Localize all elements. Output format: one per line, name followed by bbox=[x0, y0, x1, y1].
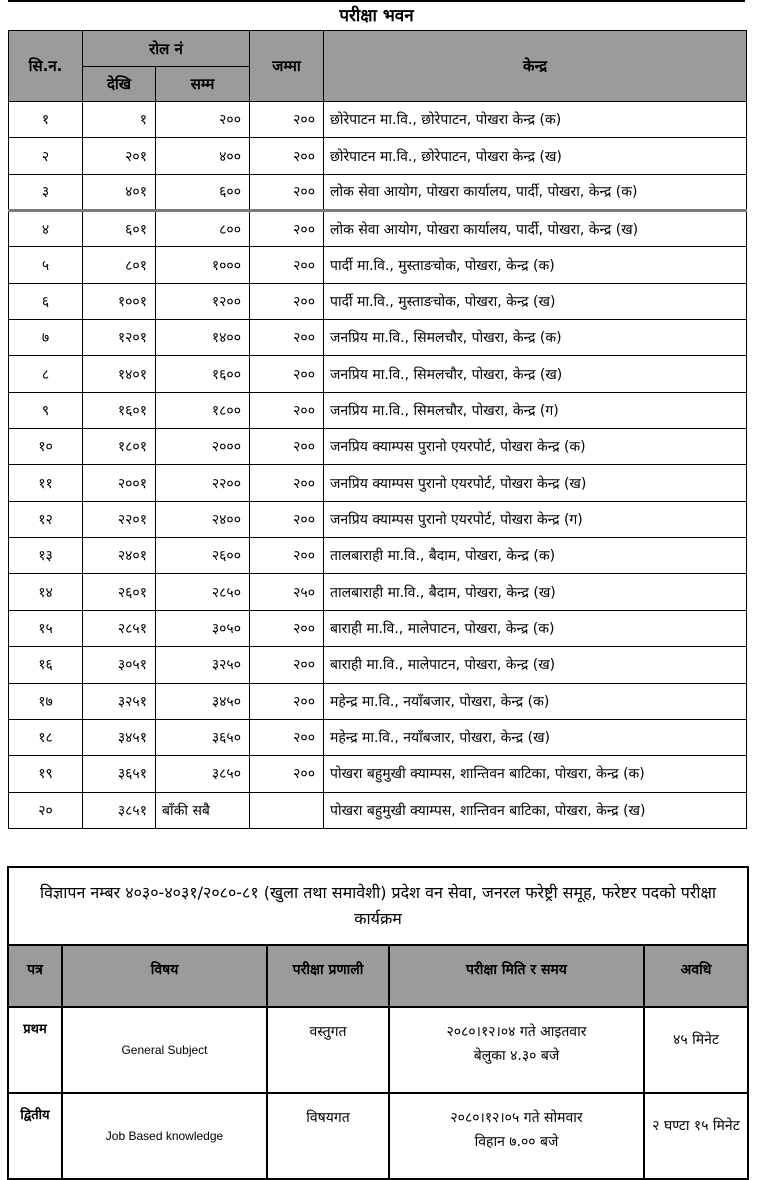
serial-cell: ६ bbox=[9, 283, 83, 319]
roll-to-cell: १४०० bbox=[156, 320, 250, 356]
roll-to-cell: १६०० bbox=[156, 356, 250, 392]
exam-date: २०८०।१२।०५ गते सोमवार bbox=[450, 1110, 583, 1126]
header-paper: पत्र bbox=[8, 945, 62, 1007]
total-cell bbox=[250, 792, 324, 828]
total-cell: २०० bbox=[250, 247, 324, 283]
serial-cell: १९ bbox=[9, 756, 83, 792]
roll-from-cell: ३८५१ bbox=[83, 792, 156, 828]
header-from: देखि bbox=[83, 67, 156, 102]
roll-from-cell: २८५१ bbox=[83, 610, 156, 646]
roll-from-cell: १२०१ bbox=[83, 320, 156, 356]
serial-cell: १८ bbox=[9, 719, 83, 755]
center-name-cell: महेन्द्र मा.वि., नयाँबजार, पोखरा, केन्द्र (क) bbox=[324, 683, 747, 719]
top-rule bbox=[8, 0, 745, 2]
serial-cell: १० bbox=[9, 429, 83, 465]
table-row bbox=[9, 283, 747, 319]
center-name-cell: लोक सेवा आयोग, पोखरा कार्यालय, पार्दी, पोखरा, केन्द्र (क) bbox=[324, 174, 747, 210]
duration-cell: ४५ मिनेट bbox=[644, 1007, 748, 1093]
serial-cell: ७ bbox=[9, 320, 83, 356]
center-name-cell: पोखरा बहुमुखी क्याम्पस, शान्तिवन बाटिका, पोखरा, केन्द्र (ख) bbox=[324, 792, 747, 828]
roll-from-cell: ६०१ bbox=[83, 211, 156, 247]
total-cell: २०० bbox=[250, 429, 324, 465]
method-cell: वस्तुगत bbox=[267, 1007, 389, 1093]
roll-to-cell: ६०० bbox=[156, 174, 250, 210]
table-row bbox=[9, 102, 747, 138]
total-cell: २०० bbox=[250, 538, 324, 574]
center-name-cell: पार्दी मा.वि., मुस्ताङचोक, पोखरा, केन्द्र (क) bbox=[324, 247, 747, 283]
roll-to-cell: १२०० bbox=[156, 283, 250, 319]
serial-cell: २ bbox=[9, 138, 83, 174]
table-row bbox=[9, 647, 747, 683]
header-center: केन्द्र bbox=[324, 31, 747, 102]
roll-to-cell: २००० bbox=[156, 429, 250, 465]
roll-from-cell: ४०१ bbox=[83, 174, 156, 210]
schedule-title: विज्ञापन नम्बर ४०३०-४०३१/२०८०-८१ (खुला तथा समावेशी) प्रदेश वन सेवा, जनरल फरेष्ट्री समूह, फरेष्टर पदको परीक्षा कार्यक्रम bbox=[8, 867, 748, 945]
table-row bbox=[8, 1093, 748, 1179]
serial-cell: ५ bbox=[9, 247, 83, 283]
roll-to-cell: ४०० bbox=[156, 138, 250, 174]
serial-cell: ९ bbox=[9, 392, 83, 428]
total-cell: २०० bbox=[250, 138, 324, 174]
center-name-cell: लोक सेवा आयोग, पोखरा कार्यालय, पार्दी, पोखरा, केन्द्र (ख) bbox=[324, 211, 747, 247]
roll-from-cell: १४०१ bbox=[83, 356, 156, 392]
serial-cell: १ bbox=[9, 102, 83, 138]
total-cell: २०० bbox=[250, 211, 324, 247]
table-row bbox=[9, 138, 747, 174]
total-cell: २५० bbox=[250, 574, 324, 610]
exam-schedule-table bbox=[7, 866, 749, 1180]
table-row bbox=[9, 501, 747, 537]
roll-from-cell: ३४५१ bbox=[83, 719, 156, 755]
center-name-cell: जनप्रिय मा.वि., सिमलचौर, पोखरा, केन्द्र (क) bbox=[324, 320, 747, 356]
table-row bbox=[9, 211, 747, 247]
header-to: सम्म bbox=[156, 67, 250, 102]
total-cell: २०० bbox=[250, 501, 324, 537]
serial-cell: १४ bbox=[9, 574, 83, 610]
table-row bbox=[9, 610, 747, 646]
roll-from-cell: २००१ bbox=[83, 465, 156, 501]
roll-to-cell: २४०० bbox=[156, 501, 250, 537]
subject-cell: General Subject bbox=[62, 1007, 267, 1093]
table-row bbox=[9, 538, 747, 574]
header-total: जम्मा bbox=[250, 31, 324, 102]
header-serial: सि.न. bbox=[9, 31, 83, 102]
header-subject: विषय bbox=[62, 945, 267, 1007]
total-cell: २०० bbox=[250, 683, 324, 719]
paper-cell: द्वितीय bbox=[8, 1093, 62, 1179]
roll-to-cell: २६०० bbox=[156, 538, 250, 574]
total-cell: २०० bbox=[250, 283, 324, 319]
exam-date: २०८०।१२।०४ गते आइतवार bbox=[446, 1024, 587, 1040]
total-cell: २०० bbox=[250, 392, 324, 428]
roll-from-cell: १ bbox=[83, 102, 156, 138]
serial-cell: ४ bbox=[9, 211, 83, 247]
center-name-cell: बाराही मा.वि., मालेपाटन, पोखरा, केन्द्र (ख) bbox=[324, 647, 747, 683]
roll-to-cell: १००० bbox=[156, 247, 250, 283]
header-duration: अवधि bbox=[644, 945, 748, 1007]
table-row bbox=[9, 756, 747, 792]
method-cell: विषयगत bbox=[267, 1093, 389, 1179]
roll-to-cell: ३४५० bbox=[156, 683, 250, 719]
roll-from-cell: २०१ bbox=[83, 138, 156, 174]
table-row bbox=[9, 683, 747, 719]
roll-to-cell: ३०५० bbox=[156, 610, 250, 646]
total-cell: २०० bbox=[250, 174, 324, 210]
centers-table-body bbox=[9, 102, 747, 829]
center-name-cell: पोखरा बहुमुखी क्याम्पस, शान्तिवन बाटिका, पोखरा, केन्द्र (क) bbox=[324, 756, 747, 792]
header-datetime: परीक्षा मिति र समय bbox=[389, 945, 644, 1007]
table-row bbox=[9, 574, 747, 610]
center-name-cell: महेन्द्र मा.वि., नयाँबजार, पोखरा, केन्द्र (ख) bbox=[324, 719, 747, 755]
paper-cell: प्रथम bbox=[8, 1007, 62, 1093]
total-cell: २०० bbox=[250, 356, 324, 392]
header-method: परीक्षा प्रणाली bbox=[267, 945, 389, 1007]
table-row bbox=[9, 247, 747, 283]
center-name-cell: छोरेपाटन मा.वि., छोरेपाटन, पोखरा केन्द्र (क) bbox=[324, 102, 747, 138]
roll-from-cell: २२०१ bbox=[83, 501, 156, 537]
roll-to-cell: बाँकी सबै bbox=[156, 792, 250, 828]
serial-cell: २० bbox=[9, 792, 83, 828]
roll-to-cell: १८०० bbox=[156, 392, 250, 428]
roll-to-cell: ३६५० bbox=[156, 719, 250, 755]
roll-from-cell: २६०१ bbox=[83, 574, 156, 610]
table-row bbox=[9, 174, 747, 210]
roll-from-cell: २४०१ bbox=[83, 538, 156, 574]
center-name-cell: छोरेपाटन मा.वि., छोरेपाटन, पोखरा केन्द्र (ख) bbox=[324, 138, 747, 174]
datetime-cell bbox=[389, 1007, 644, 1093]
total-cell: २०० bbox=[250, 756, 324, 792]
total-cell: २०० bbox=[250, 647, 324, 683]
roll-to-cell: २८५० bbox=[156, 574, 250, 610]
schedule-table-body bbox=[8, 1007, 748, 1179]
roll-to-cell: ३८५० bbox=[156, 756, 250, 792]
center-name-cell: तालबाराही मा.वि., बैदाम, पोखरा, केन्द्र (ख) bbox=[324, 574, 747, 610]
serial-cell: १३ bbox=[9, 538, 83, 574]
exam-time: विहान ७.०० बजे bbox=[474, 1134, 559, 1150]
roll-from-cell: ३२५१ bbox=[83, 683, 156, 719]
center-name-cell: पार्दी मा.वि., मुस्ताङचोक, पोखरा, केन्द्र (ख) bbox=[324, 283, 747, 319]
table-row bbox=[9, 465, 747, 501]
roll-to-cell: ३२५० bbox=[156, 647, 250, 683]
center-name-cell: बाराही मा.वि., मालेपाटन, पोखरा, केन्द्र (क) bbox=[324, 610, 747, 646]
roll-from-cell: ३०५१ bbox=[83, 647, 156, 683]
center-name-cell: तालबाराही मा.वि., बैदाम, पोखरा, केन्द्र (क) bbox=[324, 538, 747, 574]
roll-from-cell: ३६५१ bbox=[83, 756, 156, 792]
roll-from-cell: ८०१ bbox=[83, 247, 156, 283]
roll-from-cell: १००१ bbox=[83, 283, 156, 319]
subject-cell: Job Based knowledge bbox=[62, 1093, 267, 1179]
serial-cell: ११ bbox=[9, 465, 83, 501]
serial-cell: ३ bbox=[9, 174, 83, 210]
roll-from-cell: १८०१ bbox=[83, 429, 156, 465]
center-name-cell: जनप्रिय क्याम्पस पुरानो एयरपोर्ट, पोखरा केन्द्र (ख) bbox=[324, 465, 747, 501]
center-name-cell: जनप्रिय मा.वि., सिमलचौर, पोखरा, केन्द्र (ग) bbox=[324, 392, 747, 428]
table-row bbox=[9, 429, 747, 465]
table-row bbox=[9, 356, 747, 392]
center-name-cell: जनप्रिय मा.वि., सिमलचौर, पोखरा, केन्द्र (ख) bbox=[324, 356, 747, 392]
table-row bbox=[8, 1007, 748, 1093]
duration-cell: २ घण्टा १५ मिनेट bbox=[644, 1093, 748, 1179]
center-name-cell: जनप्रिय क्याम्पस पुरानो एयरपोर्ट, पोखरा केन्द्र (ग) bbox=[324, 501, 747, 537]
total-cell: २०० bbox=[250, 719, 324, 755]
total-cell: २०० bbox=[250, 610, 324, 646]
table-row bbox=[9, 792, 747, 828]
total-cell: २०० bbox=[250, 102, 324, 138]
serial-cell: १२ bbox=[9, 501, 83, 537]
roll-to-cell: २२०० bbox=[156, 465, 250, 501]
serial-cell: १५ bbox=[9, 610, 83, 646]
exam-time: बेलुका ४.३० बजे bbox=[473, 1048, 560, 1064]
roll-to-cell: २०० bbox=[156, 102, 250, 138]
serial-cell: १७ bbox=[9, 683, 83, 719]
header-roll-number: रोल नं bbox=[83, 31, 250, 67]
total-cell: २०० bbox=[250, 320, 324, 356]
serial-cell: ८ bbox=[9, 356, 83, 392]
page-title: परीक्षा भवन bbox=[339, 6, 414, 26]
table-row bbox=[9, 320, 747, 356]
exam-centers-table bbox=[8, 30, 747, 829]
roll-to-cell: ८०० bbox=[156, 211, 250, 247]
serial-cell: १६ bbox=[9, 647, 83, 683]
roll-from-cell: १६०१ bbox=[83, 392, 156, 428]
datetime-cell bbox=[389, 1093, 644, 1179]
table-row bbox=[9, 719, 747, 755]
center-name-cell: जनप्रिय क्याम्पस पुरानो एयरपोर्ट, पोखरा केन्द्र (क) bbox=[324, 429, 747, 465]
total-cell: २०० bbox=[250, 465, 324, 501]
table-row bbox=[9, 392, 747, 428]
